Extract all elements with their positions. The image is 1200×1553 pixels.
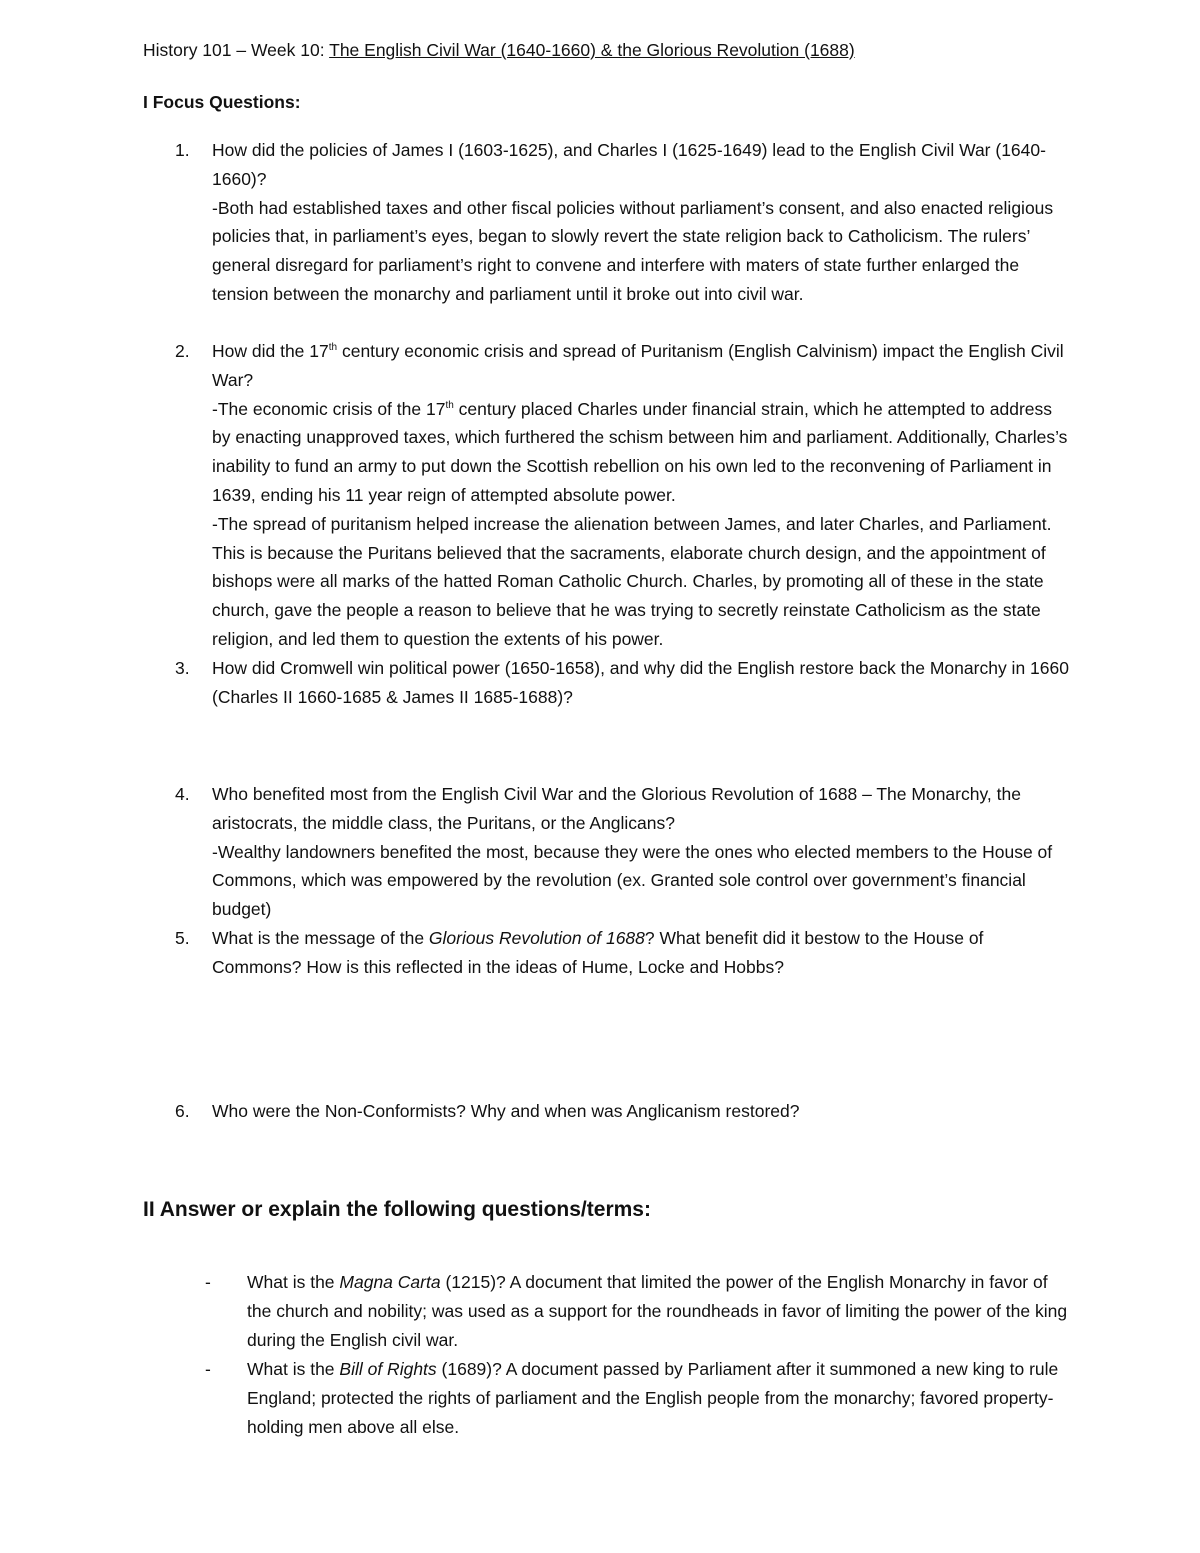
ordinal-superscript: th [445,399,454,411]
term-text-part: What is the [247,1272,340,1292]
question-3 [143,654,1073,712]
bullet-dash: - [205,1359,211,1379]
section-heading-terms: II Answer or explain the following questions/terms: [143,1198,651,1221]
answer-text: -Wealthy landowners benefited the most, because they were the ones who elected members to the House of Commons, which was empowered by the revolution (ex. Granted sole control over government’s financial budget) [212,841,1053,920]
answer-text-part: -The economic crisis of the 17 [212,398,446,419]
answer-text-part: century placed Charles under financial strain, which he attempted to address by enacting unapproved taxes, which furthered the schism between him and parliament. Additionally, Charles’s inability to fund an army to put down the Scottish rebellion on his own led to the reconvening of Parliament in 1639, ending his 11 year reign of attempted absolute power. [212,398,1068,505]
bullet-dash: - [205,1272,211,1292]
question-text: How did Cromwell win political power (1650-1658), and why did the English restore back the Monarchy in 1660 (Charles II 1660-1685 & James II 1685-1688)? [212,658,1069,707]
question-text [212,924,1073,982]
title-underlined: The English Civil War (1640-1660) & the Glorious Revolution (1688) [329,40,855,60]
term-text-part: (1689)? A document passed by Parliament after it summoned a new king to rule England; protected the rights of parliament and the English people from the monarchy; favored property-holding men above all else. [247,1359,1059,1437]
question-number: 6. [175,1101,190,1121]
section-heading-focus-questions: I Focus Questions: [143,92,301,112]
question-6 [143,1097,1073,1126]
term-item-bill-of-rights [143,1355,1073,1441]
answer-text: -Both had established taxes and other fiscal policies without parliament’s consent, and also enacted religious policies that, in parliament’s eyes, began to slowly revert the state religion back to Catholicism. The rulers’ general disregard for parliament’s right to convene and interfere with maters of state further enlarged the tension between the monarchy and parliament until it broke out into civil war. [212,197,1054,304]
question-number: 2. [175,341,190,361]
answer-text [212,395,1073,510]
question-number: 1. [175,140,190,160]
term-text-part: (1215)? A document that limited the power of the English Monarchy in favor of the church and nobility; was used as a support for the roundheads in favor of limiting the power of the king during the English civil war. [247,1272,1068,1350]
question-number: 3. [175,658,190,678]
question-text-part: ? What benefit did it bestow to the House of Commons? How is this reflected in the ideas of Hume, Locke and Hobbs? [212,928,984,977]
term-name-italic: Magna Carta [339,1272,441,1292]
question-5 [143,924,1073,982]
question-text: How did the policies of James I (1603-1625), and Charles I (1625-1649) lead to the English Civil War (1640-1660)? [212,140,1046,189]
question-text-part: century economic crisis and spread of Puritanism (English Calvinism) impact the English Civil War? [212,341,1064,390]
ordinal-superscript: th [328,342,338,354]
term-text [247,1268,1073,1354]
title-prefix: History 101 – Week 10: [143,40,330,60]
question-text: Who benefited most from the English Civil War and the Glorious Revolution of 1688 – The Monarchy, the aristocrats, the middle class, the Puritans, or the Anglicans? [212,784,1021,833]
question-2 [143,337,1073,654]
question-text-part: How did the 17 [212,341,329,361]
term-text-part: What is the [247,1359,340,1379]
question-number: 4. [175,784,190,804]
question-text-part: What is the message of the [212,928,429,948]
term-text [247,1355,1073,1441]
question-4 [143,780,1073,924]
term-item-magna-carta [143,1268,1073,1354]
answer-text: -The spread of puritanism helped increase the alienation between James, and later Charles, and Parliament. This is because the Puritans believed that the sacraments, elaborate church design, and the appointment of bishops were all marks of the hatted Roman Catholic Church. Charles, by promoting all of these in the state church, gave the people a reason to believe that he was trying to secretly reinstate Catholicism as the state religion, and led them to question the extents of his power. [212,513,1052,649]
question-text [212,337,1073,395]
document-title [143,40,855,61]
term-name-italic: Bill of Rights [339,1359,437,1379]
question-number: 5. [175,928,190,948]
question-text: Who were the Non-Conformists? Why and when was Anglicanism restored? [212,1101,800,1121]
question-text-italic: Glorious Revolution of 1688 [428,928,645,948]
question-1 [143,136,1073,309]
